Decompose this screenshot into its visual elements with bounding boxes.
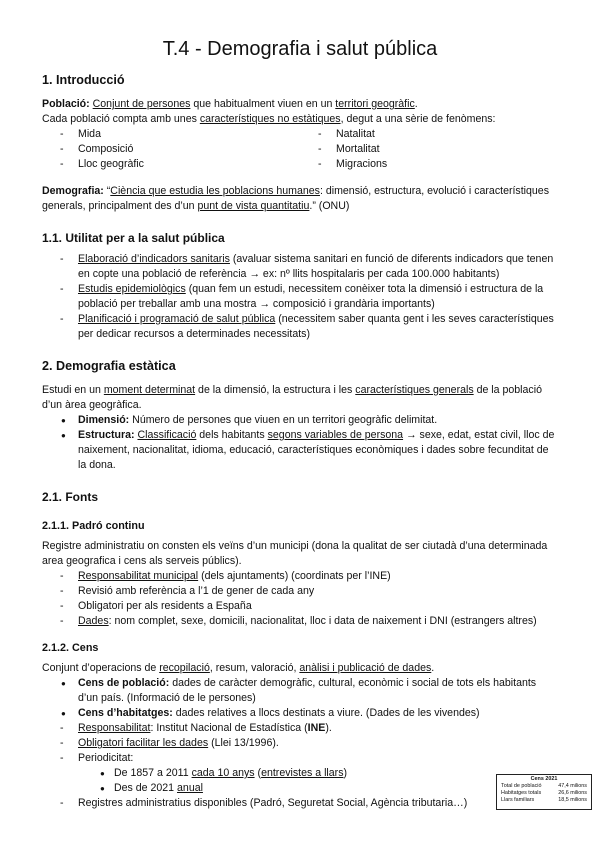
page-title: T.4 - Demografia i salut pública (162, 38, 438, 60)
heading-fonts: 2.1. Fonts (42, 490, 99, 504)
list-item: ● Des de 2021 anual (42, 781, 558, 796)
list-item: - Revisió amb referència a l’1 de gener de cada any (42, 584, 558, 599)
list-item: ● De 1857 a 2011 cada 10 anys (entrevistes a llars) (42, 766, 558, 781)
list-item: - Mortalitat (300, 142, 558, 157)
table-row: Habitatges totals 26,6 milions (501, 790, 587, 796)
list-item: - Lloc geogràfic (42, 157, 300, 172)
cens-table-title: Cens 2021 (530, 776, 558, 782)
poblacio-definition: Població: Conjunt de persones que habitualment viuen en un territori geogràfic. (42, 98, 418, 110)
estatica-intro: Estudi en un moment determinat de la dimensió, la estructura i les característiques generals de la població d’un àrea geogràfica. (42, 384, 542, 411)
list-item: - Elaboració d’indicadors sanitaris (avaluar sistema sanitari en funció de diferents indicadors que tenen en copte una població de referència → ex: nº llits hospitalaris per cada 100.000 habitants) (42, 252, 558, 282)
list-item: - Migracions (300, 157, 558, 172)
table-row: Total de població 47,4 milions (501, 783, 587, 789)
list-item: - Registres administratius disponibles (Padró, Seguretat Social, Agència tributaria…) (42, 796, 558, 811)
list-item: - Responsabilitat: Institut Nacional de Estadística (INE). (42, 721, 558, 736)
list-item: ● Cens d’habitatges: dades relatives a llocs destinats a viure. (Dades de les vivendes) (42, 706, 558, 721)
fenomens-left-column (42, 127, 300, 172)
list-item: - Natalitat (300, 127, 558, 142)
fenomens-right-column (300, 127, 558, 172)
table-row: Llars familiars 18,5 milions (501, 797, 587, 803)
padro-intro: Registre administratiu on consten els veïns d’un municipi (dona la qualitat de ser ciutadà d’una determinada area geografica i cens als serveis públics). (42, 540, 548, 567)
list-item: - Responsabilitat municipal (dels ajuntaments) (coordinats per l’INE) (42, 569, 558, 584)
heading-introduccio: 1. Introducció (42, 73, 125, 87)
list-item: - Mida (42, 127, 300, 142)
cens-2021-table (496, 774, 592, 810)
list-item: ● Dimensió: Número de persones que viuen en un territori geogràfic delimitat. (42, 413, 558, 428)
demografia-definition: Demografia: “Ciència que estudia les poblacions humanes: dimensió, estructura, evolució i característiques generals, principalment des d’un punt de vista quantitatiu.” (ONU) (42, 185, 549, 212)
heading-demografia-estatica: 2. Demografia estàtica (42, 359, 176, 373)
list-item: ● Cens de població: dades de caràcter demogràfic, cultural, econòmic i social de tots els habitants d’un país. (Informació de le persones) (42, 676, 558, 706)
list-item: - Obligatori per als residents a España (42, 599, 558, 614)
list-item: - Obligatori facilitar les dades (Llei 13/1996). (42, 736, 558, 751)
fenomens-list (42, 127, 558, 172)
list-item: - Estudis epidemiològics (quan fem un estudi, necessitem conèixer tota la dimensió i estructura de la població per treballar amb una mostra → composició i grandària importants) (42, 282, 558, 312)
heading-cens: 2.1.2. Cens (42, 642, 99, 654)
heading-padro-continu: 2.1.1. Padró continu (42, 520, 145, 532)
list-item: - Periodicitat: (42, 751, 558, 766)
cada-poblacio-text: Cada població compta amb unes característiques no estàtiques, degut a una sèrie de fenòmens: (42, 113, 496, 125)
heading-utilitat: 1.1. Utilitat per a la salut pública (42, 231, 225, 245)
list-item: - Planificació i programació de salut pública (necessitem saber quanta gent i les seves característiques per dedicar recursos a determinades necessitats) (42, 312, 558, 342)
cens-intro: Conjunt d’operacions de recopilació, resum, valoració, anàlisi i publicació de dades. (42, 662, 435, 674)
list-item: ● Estructura: Classificació dels habitants segons variables de persona → sexe, edat, estat civil, lloc de naixement, nacionalitat, idioma, educació, característiques econòmiques i dades sobre fecunditat de la dona. (42, 428, 558, 473)
list-item: - Composició (42, 142, 300, 157)
list-item: - Dades: nom complet, sexe, domicili, nacionalitat, lloc i data de naixement i DNI (estrangers altres) (42, 614, 558, 629)
